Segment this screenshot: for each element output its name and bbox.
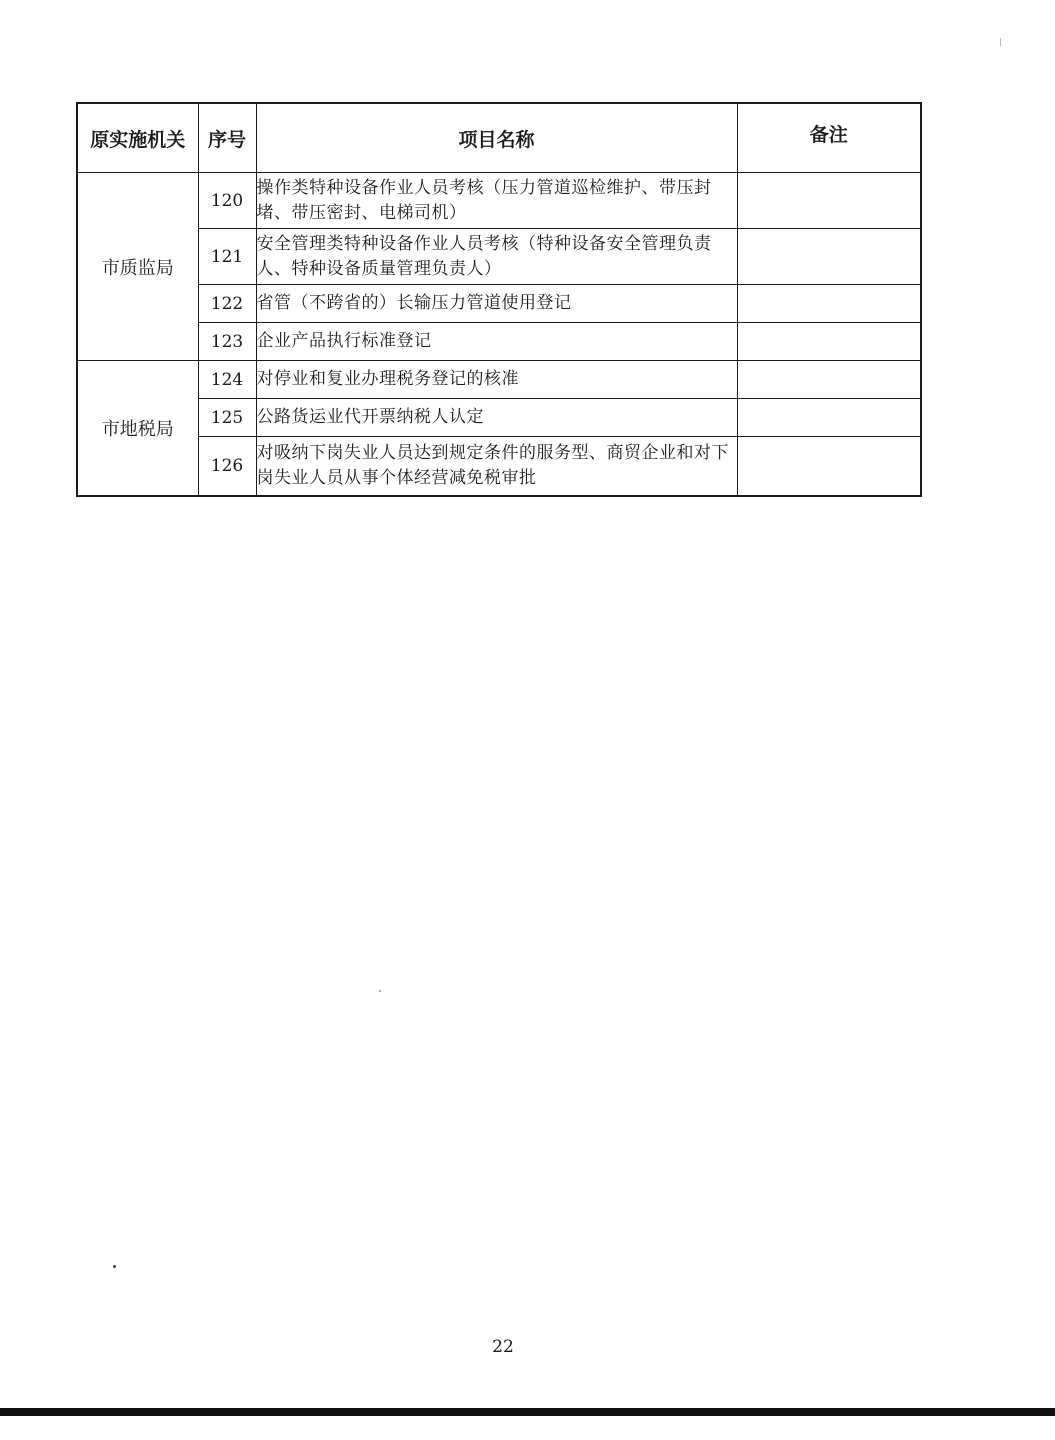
note-cell [737,437,921,497]
item-name-cell: 安全管理类特种设备作业人员考核（特种设备安全管理负责人、特种设备质量管理负责人） [256,229,737,285]
seq-cell: 126 [198,437,256,497]
table-row [77,437,921,497]
scan-speck [379,990,381,992]
bottom-rule [0,1408,1055,1416]
table-row [77,399,921,437]
header-note: 备注 [737,103,921,173]
item-name-cell: 省管（不跨省的）长输压力管道使用登记 [256,285,737,323]
note-cell [737,229,921,285]
page-number: 22 [492,1337,514,1357]
seq-cell: 122 [198,285,256,323]
item-name-cell: 操作类特种设备作业人员考核（压力管道巡检维护、带压封堵、带压密封、电梯司机） [256,173,737,229]
scan-speck [113,1265,116,1268]
seq-cell: 123 [198,323,256,361]
table-header-row [77,103,921,173]
table-row [77,285,921,323]
header-seq: 序号 [198,103,256,173]
agency-cell: 市地税局 [77,361,198,497]
note-cell [737,399,921,437]
seq-cell: 121 [198,229,256,285]
seq-cell: 125 [198,399,256,437]
item-name-cell: 对停业和复业办理税务登记的核准 [256,361,737,399]
note-cell [737,323,921,361]
item-name-cell: 公路货运业代开票纳税人认定 [256,399,737,437]
seq-cell: 120 [198,173,256,229]
item-name-cell: 对吸纳下岗失业人员达到规定条件的服务型、商贸企业和对下岗失业人员从事个体经营减免税审批 [256,437,737,497]
seq-cell: 124 [198,361,256,399]
note-cell [737,361,921,399]
items-table [76,102,922,497]
item-name-cell: 企业产品执行标准登记 [256,323,737,361]
note-cell [737,285,921,323]
agency-cell: 市质监局 [77,173,198,361]
header-agency: 原实施机关 [77,103,198,173]
header-name: 项目名称 [256,103,737,173]
note-cell [737,173,921,229]
table-row [77,229,921,285]
table-row [77,323,921,361]
scan-speck [1000,38,1001,46]
table-row [77,173,921,229]
table-row [77,361,921,399]
